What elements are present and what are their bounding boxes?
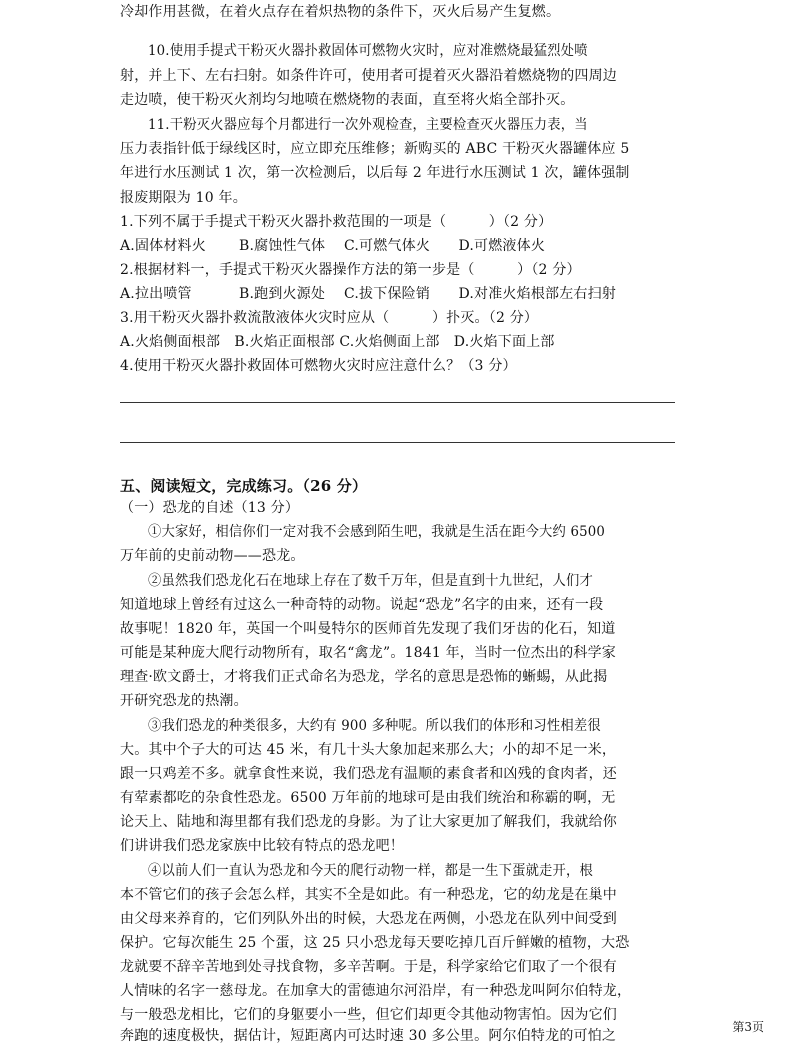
text-line: ②虽然我们恐龙化石在地球上存在了数千万年，但是直到十九世纪，人们才 xyxy=(148,573,594,589)
text-line: 奔跑的速度极快，据估计，短距离内可达时速 30 多公里。阿尔伯特龙的可怕之 xyxy=(120,1028,617,1044)
text-line: 报废期限为 10 年。 xyxy=(120,190,247,206)
text-line: 与一般恐龙相比，它们的身躯要小一些，但它们却更令其他动物害怕。因为它们 xyxy=(120,1007,617,1023)
question-2-options: A.拉出喷管 B.跑到火源处 C.拔下保险销 D.对准火焰根部左右扫射 xyxy=(120,286,617,302)
answer-line xyxy=(120,402,675,403)
text-line: ①大家好，相信你们一定对我不会感到陌生吧，我就是生活在距今大约 6500 xyxy=(148,524,606,540)
text-line: 开研究恐龙的热潮。 xyxy=(120,693,248,709)
answer-line xyxy=(120,442,675,443)
question-4: 4.使用干粉灭火器扑救固体可燃物火灾时应注意什么？（3 分） xyxy=(120,358,517,374)
text-line: 故事呢！1820 年，英国一个叫曼特尔的医师首先发现了我们牙齿的化石，知道 xyxy=(120,621,616,637)
question-3: 3.用干粉灭火器扑救流散液体火灾时应从（ ）扑灭。（2 分） xyxy=(120,310,539,326)
text-line: 走边喷，使干粉灭火剂均匀地喷在燃烧物的表面，直至将火焰全部扑灭。 xyxy=(120,92,575,108)
text-line: 龙就要不辞辛苦地到处寻找食物，多辛苦啊。于是，科学家给它们取了一个很有 xyxy=(120,959,617,975)
question-2: 2.根据材料一，手提式干粉灭火器操作方法的第一步是（ ）（2 分） xyxy=(120,262,581,278)
text-line: 理查·欧文爵士，才将我们正式命名为恐龙，学名的意思是恐怖的蜥蜴，从此揭 xyxy=(120,669,608,685)
text-line: 人情味的名字一慈母龙。在加拿大的雷德迪尔河沿岸，有一种恐龙叫阿尔伯特龙， xyxy=(120,983,632,999)
text-line: 冷却作用甚微，在着火点存在着炽热物的条件下，灭火后易产生复燃。 xyxy=(120,4,561,20)
text-line: 11.干粉灭火器应每个月都进行一次外观检查，主要检查灭火器压力表，当 xyxy=(148,117,588,133)
text-line: 年进行水压测试 1 次，第一次检测后，以后每 2 年进行水压测试 1 次，罐体强制 xyxy=(120,165,630,181)
text-line: 可能是某种庞大爬行动物所有，取名“禽龙”。1841 年，当时一位杰出的科学家 xyxy=(120,645,616,661)
text-line: 大。其中个子大的可达 45 米，有几十头大象加起来那么大；小的却不足一米， xyxy=(120,742,617,758)
text-line: 知道地球上曾经有过这么一种奇特的动物。说起“恐龙”名字的由来，还有一段 xyxy=(120,597,604,613)
text-line: 射，并上下、左右扫射。如条件许可，使用者可提着灭火器沿着燃烧物的四周边 xyxy=(120,68,617,84)
text-line: 论天上、陆地和海里都有我们恐龙的身影。为了让大家更加了解我们，我就给你 xyxy=(120,814,617,830)
text-line: 保护。它每次能生 25 个蛋，这 25 只小恐龙每天要吃掉几百斤鲜嫩的植物，大恐 xyxy=(120,935,630,951)
page-number: 第3页 xyxy=(732,1020,764,1034)
text-line: 由父母来养育的，它们列队外出的时候，大恐龙在两侧，小恐龙在队列中间受到 xyxy=(120,911,617,927)
text-line: 本不管它们的孩子会怎么样，其实不全是如此。有一种恐龙，它的幼龙是在巢中 xyxy=(120,887,617,903)
text-line: 跟一只鸡差不多。就拿食性来说，我们恐龙有温顺的素食者和凶残的食肉者，还 xyxy=(120,766,617,782)
text-line: ④以前人们一直认为恐龙和今天的爬行动物一样，都是一生下蛋就走开，根 xyxy=(148,863,594,879)
section-heading: 五、阅读短文，完成练习。（26 分） xyxy=(120,477,368,495)
question-1-options: A.固体材料火 B.腐蚀性气体 C.可燃气体火 D.可燃液体火 xyxy=(120,238,546,254)
question-1: 1.下列不属于手提式干粉灭火器扑救范围的一项是（ ）（2 分） xyxy=(120,214,553,230)
text-line: 万年前的史前动物——恐龙。 xyxy=(120,548,305,564)
text-line: ③我们恐龙的种类很多，大约有 900 多种呢。所以我们的体形和习性相差很 xyxy=(148,718,601,734)
text-line: 有荤素都吃的杂食性恐龙。6500 万年前的地球可是由我们统治和称霸的啊，无 xyxy=(120,790,616,806)
subsection-heading: （一）恐龙的自述（13 分） xyxy=(120,500,300,516)
question-3-options: A.火焰侧面根部 B.火焰正面根部 C.火焰侧面上部 D.火焰下面上部 xyxy=(120,334,555,350)
text-line: 们讲讲我们恐龙家族中比较有特点的恐龙吧！ xyxy=(120,838,404,854)
text-line: 压力表指针低于绿线区时，应立即充压维修；新购买的 ABC 干粉灭火器罐体应 5 xyxy=(120,141,630,157)
text-line: 10.使用手提式干粉灭火器扑救固体可燃物火灾时，应对准燃烧最猛烈处喷 xyxy=(148,43,588,59)
